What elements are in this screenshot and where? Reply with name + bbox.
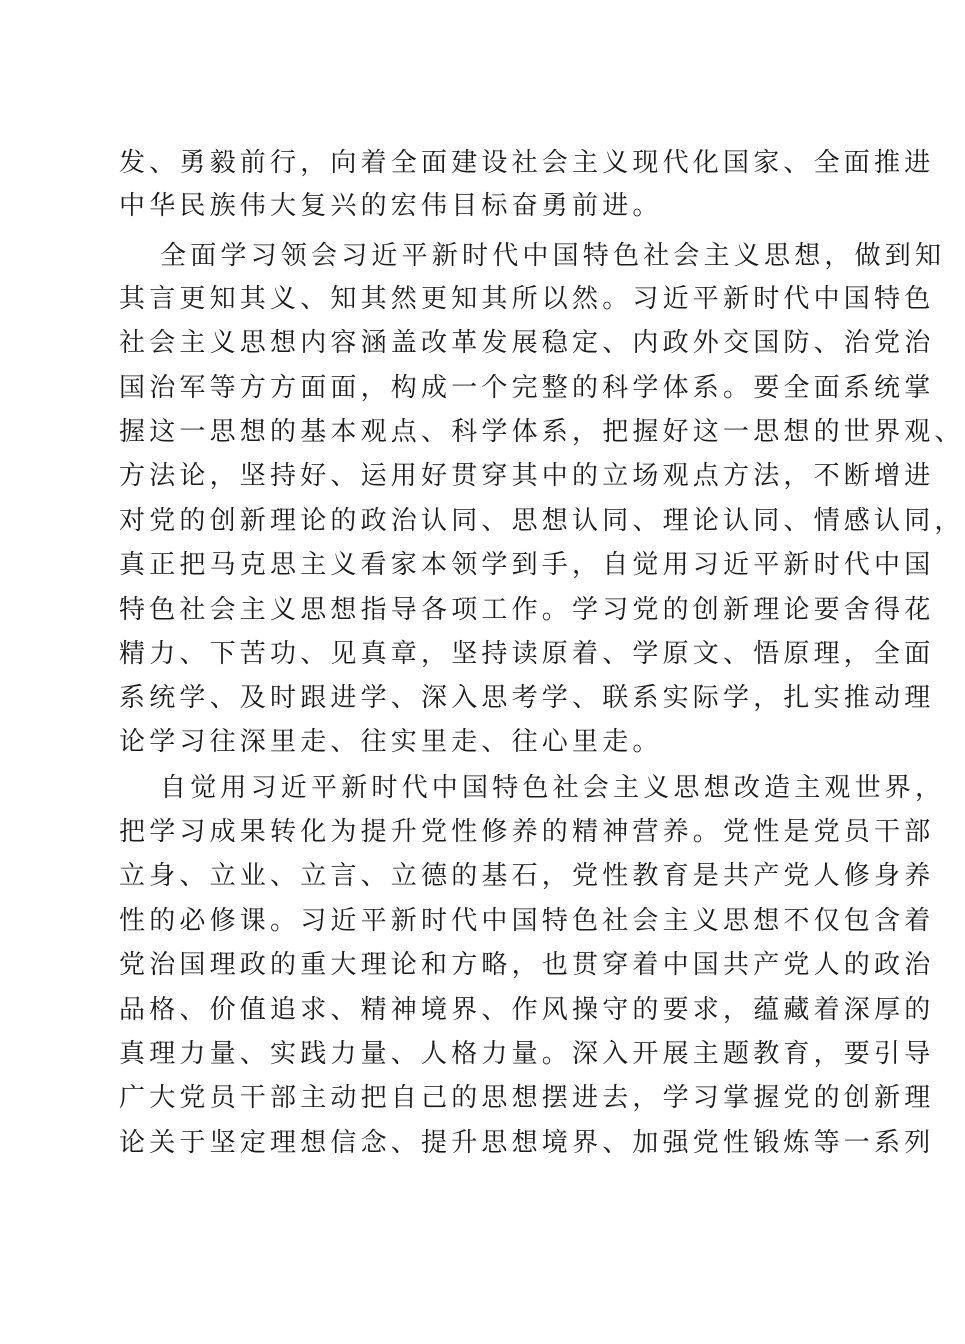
text-line: 对党的创新理论的政治认同、思想认同、理论认同、情感认同， (119, 506, 965, 536)
text-line: 精力、下苦功、见真章，坚持读原着、学原文、悟原理，全面 (119, 639, 935, 669)
text-line: 把学习成果转化为提升党性修养的精神营养。党性是党员干部 (119, 817, 935, 847)
text-line: 系统学、及时跟进学、深入思考学、联系实际学，扎实推动理 (119, 683, 935, 713)
text-line: 广大党员干部主动把自己的思想摆进去，学习掌握党的创新理 (119, 1083, 935, 1113)
text-line: 中华民族伟大复兴的宏伟目标奋勇前进。 (119, 191, 663, 221)
text-line: 真理力量、实践力量、人格力量。深入开展主题教育，要引导 (119, 1039, 935, 1069)
paragraph-start-line: 全面学习领会习近平新时代中国特色社会主义思想，做到知 (160, 241, 946, 271)
text-line: 品格、价值追求、精神境界、作风操守的要求，蕴藏着深厚的 (119, 995, 935, 1025)
text-line: 党治国理政的重大理论和方略，也贯穿着中国共产党人的政治 (119, 950, 935, 980)
text-line: 论学习往深里走、往实里走、往心里走。 (119, 727, 663, 757)
text-line: 握这一思想的基本观点、科学体系，把握好这一思想的世界观、 (119, 417, 965, 447)
text-line: 立身、立业、立言、立德的基石，党性教育是共产党人修身养 (119, 861, 935, 891)
text-line: 其言更知其义、知其然更知其所以然。习近平新时代中国特色 (119, 284, 935, 314)
text-line: 真正把马克思主义看家本领学到手，自觉用习近平新时代中国 (119, 550, 935, 580)
text-line: 特色社会主义思想指导各项工作。学习党的创新理论要舍得花 (119, 595, 935, 625)
text-line: 论关于坚定理想信念、提升思想境界、加强党性锻炼等一系列 (119, 1128, 935, 1158)
text-line: 国治军等方方面面，构成一个完整的科学体系。要全面系统掌 (119, 373, 935, 403)
text-line: 方法论，坚持好、运用好贯穿其中的立场观点方法，不断增进 (119, 461, 935, 491)
paragraph-start-line: 自觉用习近平新时代中国特色社会主义思想改造主观世界， (160, 773, 946, 803)
text-line: 社会主义思想内容涵盖改革发展稳定、内政外交国防、治党治 (119, 328, 935, 358)
text-line: 发、勇毅前行，向着全面建设社会主义现代化国家、全面推进 (119, 148, 935, 178)
text-line: 性的必修课。习近平新时代中国特色社会主义思想不仅包含着 (119, 906, 935, 936)
